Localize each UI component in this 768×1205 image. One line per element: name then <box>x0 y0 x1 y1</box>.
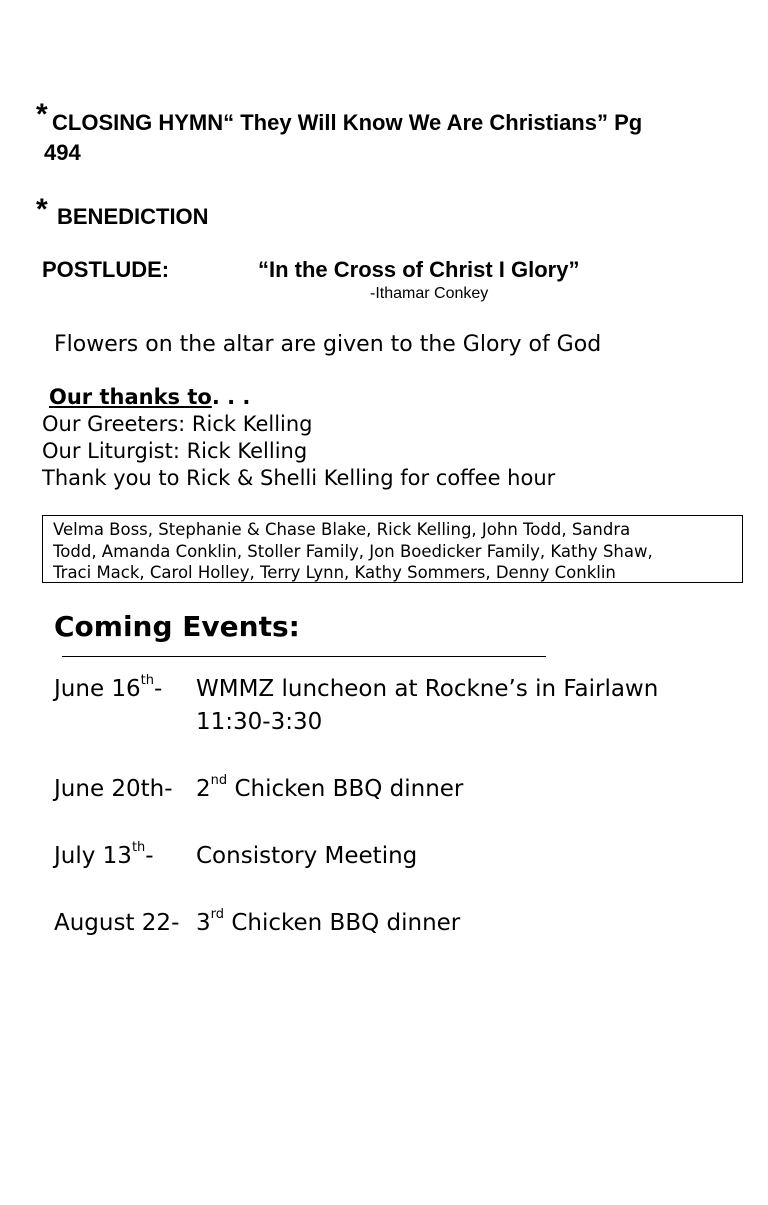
postlude-composer: -Ithamar Conkey <box>370 285 489 302</box>
thanks-section <box>42 384 555 492</box>
closing-hymn-asterisk: * <box>36 98 48 131</box>
event-date: June 16th- <box>54 673 163 702</box>
prayer-list-line: Velma Boss, Stephanie & Chase Blake, Rick Kelling, John Todd, Sandra <box>53 520 631 539</box>
event-description: 2nd Chicken BBQ dinner <box>196 773 464 802</box>
thanks-greeters: Our Greeters: Rick Kelling <box>42 412 313 436</box>
prayer-list-line: Todd, Amanda Conklin, Stoller Family, Jon Boedicker Family, Kathy Shaw, <box>53 541 653 561</box>
thanks-liturgist: Our Liturgist: Rick Kelling <box>42 439 308 463</box>
event-date: August 22- <box>54 910 180 936</box>
event-time: 11:30-3:30 <box>196 709 323 735</box>
thanks-coffee: Thank you to Rick & Shelli Kelling for coffee hour <box>42 466 556 490</box>
thanks-heading: Our thanks to. . . <box>49 385 251 409</box>
coming-events-divider <box>62 656 546 657</box>
event-date: July 13th- <box>54 840 154 869</box>
benediction-asterisk: * <box>36 193 48 226</box>
flowers-note: Flowers on the altar are given to the Glory of God <box>54 332 602 357</box>
closing-hymn-page: 494 <box>44 140 81 165</box>
benediction-label: BENEDICTION <box>57 204 209 229</box>
prayer-list-line: Traci Mack, Carol Holley, Terry Lynn, Kathy Sommers, Denny Conklin <box>53 563 616 582</box>
event-description: WMMZ luncheon at Rockne’s in Fairlawn <box>196 676 659 702</box>
event-date: June 20th- <box>54 776 173 802</box>
coming-events-title: Coming Events: <box>54 610 300 643</box>
postlude-label: POSTLUDE: <box>42 257 170 282</box>
closing-hymn-title: CLOSING HYMN“ They Will Know We Are Christians” Pg <box>52 110 643 135</box>
postlude-title: “In the Cross of Christ I Glory” <box>258 257 580 282</box>
event-description: Consistory Meeting <box>196 843 418 869</box>
event-description: 3rd Chicken BBQ dinner <box>196 907 461 936</box>
prayer-list-box <box>42 515 743 583</box>
